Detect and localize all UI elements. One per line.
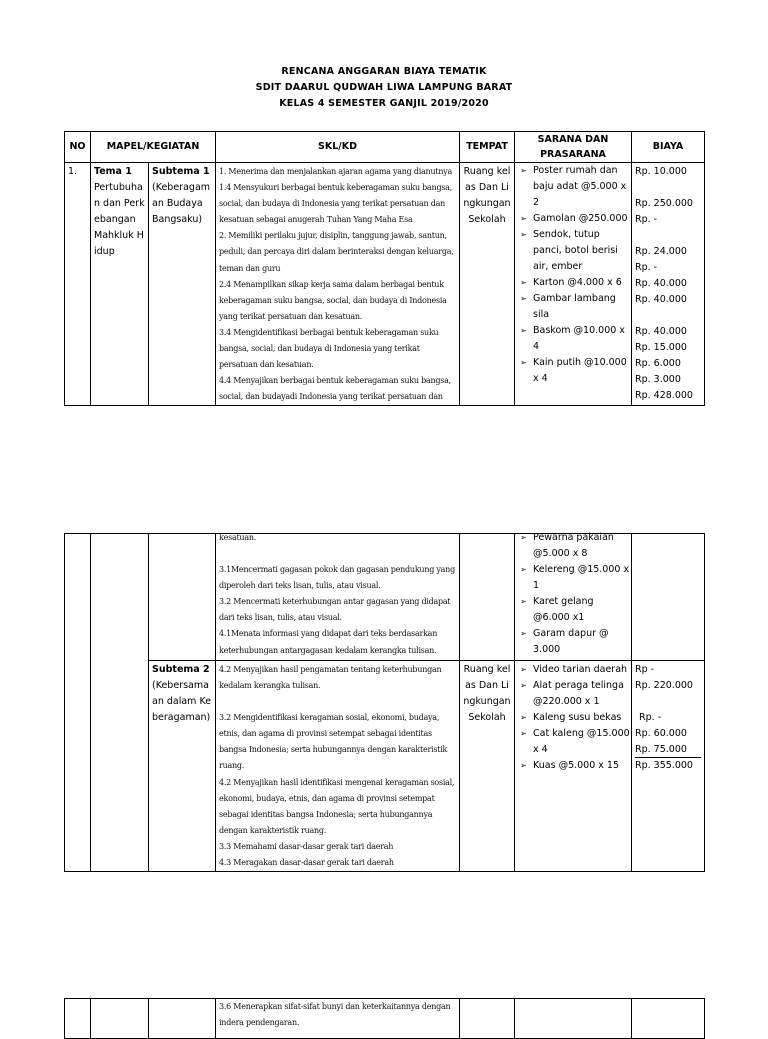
arrow-bullet-icon: ➢ xyxy=(520,713,527,722)
skl-item: 1.4 Mensyukuri berbagai bentuk keberagaman suku bangsa, social, dan budaya di Indonesia yang terikat persatuan dan kesatuan sebagai anugerah Tuhan Yang Maha Esa xyxy=(219,183,452,225)
arrow-bullet-icon: ➢ xyxy=(520,278,527,287)
arrow-bullet-icon: ➢ xyxy=(520,533,527,542)
arrow-bullet-icon: ➢ xyxy=(520,358,527,367)
biaya-value: Rp. 40.000 xyxy=(635,326,687,337)
list-item: ➢ Karton @4.000 x 6 xyxy=(518,275,631,291)
skl-item: 3.6 Menerapkan sifat-sifat bunyi dan keterkaitannya dengan indera pendengaran. xyxy=(219,1002,451,1028)
list-item: ➢ Gambar lambang sila xyxy=(520,293,616,320)
col-header-biaya: BIAYA xyxy=(632,132,705,163)
biaya-value: Rp. 40.000 xyxy=(635,278,687,289)
arrow-bullet-icon: ➢ xyxy=(520,681,527,690)
list-item: ➢ Pewarna pakaian @5.000 x 8 xyxy=(520,532,614,559)
skl-cell xyxy=(216,534,460,661)
biaya-total: Rp. 355.000 xyxy=(635,760,693,771)
biaya-value: Rp. - xyxy=(635,214,658,225)
tema-desc: Pertubuhan dan Perkebangan Mahkluk Hidup xyxy=(94,182,145,257)
tempat-cell: Ruang kelas Dan Lingkungan Sekolah xyxy=(460,661,515,872)
biaya-cell xyxy=(632,661,705,872)
skl-item: 3.3 Memahami dasar-dasar gerak tari daerah xyxy=(219,841,394,851)
col-header-tempat: TEMPAT xyxy=(460,132,515,163)
doc-title-line-3: KELAS 4 SEMESTER GANJIL 2019/2020 xyxy=(279,98,489,109)
skl-item: 1. Menerima dan menjalankan ajaran agama yang dianutnya xyxy=(219,167,453,176)
skl-cell xyxy=(216,661,460,872)
biaya-value: Rp. 60.000 xyxy=(635,728,687,739)
biaya-cell xyxy=(632,163,705,406)
arrow-bullet-icon: ➢ xyxy=(520,326,527,335)
sarana-cell xyxy=(515,163,632,406)
biaya-value: Rp - xyxy=(635,664,655,675)
biaya-value xyxy=(635,228,701,244)
arrow-bullet-icon: ➢ xyxy=(520,597,527,606)
biaya-value xyxy=(635,180,701,196)
biaya-value: Rp. 3.000 xyxy=(635,374,681,385)
col-header-sarana: SARANA DAN PRASARANA xyxy=(515,132,632,163)
arrow-bullet-icon: ➢ xyxy=(520,294,527,303)
budget-table-page-2 xyxy=(64,533,705,872)
skl-item: 4.4 Menyajikan berbagai bentuk keberagaman suku bangsa, social, dan budayadi Indonesia yang terikat persatuan dan xyxy=(219,376,451,402)
tempat-cell: Ruang kelas Dan Lingkungan Sekolah xyxy=(460,163,515,406)
biaya-value: Rp. 428.000 xyxy=(635,390,693,401)
subtema-desc: (Keberagaman Budaya Bangsaku) xyxy=(152,182,211,225)
subtema-cell xyxy=(149,999,216,1039)
row-number: 1. xyxy=(65,163,91,406)
skl-item: 2. Memiliki perilaku jujur, disiplin, tanggung jawab, santun, peduli, dan percaya diri dalam berinteraksi dengan keluarga, teman dan guru xyxy=(219,231,454,273)
list-item: ➢ Video tarian daerah xyxy=(518,662,631,678)
biaya-value: Rp. - xyxy=(639,712,662,723)
skl-item: 2.4 Menampilkan sikap kerja sama dalam berbagai bentuk keberagaman suku bangsa, social, dan budaya di Indonesia yang terikat persatuan dan kesatuan. xyxy=(219,279,447,321)
biaya-value: Rp. 6.000 xyxy=(635,358,681,369)
skl-item: 3.2 Mencermati keterhubungan antar gagasan yang didapat dari teks lisan, tulis, atau visual. xyxy=(219,597,451,623)
row-number xyxy=(65,999,91,1039)
col-header-skl: SKL/KD xyxy=(216,132,460,163)
arrow-bullet-icon: ➢ xyxy=(520,665,527,674)
list-item: ➢ Garam dapur @ 3.000 xyxy=(520,628,609,655)
list-item: ➢ Poster rumah dan baju adat @5.000 x 2 xyxy=(520,165,627,208)
col-header-mapel: MAPEL/KEGIATAN xyxy=(91,132,216,163)
arrow-bullet-icon: ➢ xyxy=(520,166,527,175)
biaya-value: Rp. 220.000 xyxy=(635,680,693,691)
list-item: ➢ Gamolan @250.000 xyxy=(518,211,631,227)
subtema-cell xyxy=(149,163,216,406)
skl-spacer xyxy=(219,694,456,710)
tema-cell xyxy=(91,999,149,1039)
sarana-list xyxy=(515,530,631,658)
row-number xyxy=(65,534,91,872)
biaya-value: Rp. 15.000 xyxy=(635,342,687,353)
table-row xyxy=(65,163,705,406)
skl-item: 4.3 Meragakan dasar-dasar gerak tari daerah xyxy=(219,858,394,868)
biaya-value: Rp. 10.000 xyxy=(635,166,687,177)
arrow-bullet-icon: ➢ xyxy=(520,729,527,738)
arrow-bullet-icon: ➢ xyxy=(520,629,527,638)
subtema-desc: (Kebersamaan dalam Keberagaman) xyxy=(152,680,212,723)
list-item: ➢ Kaleng susu bekas xyxy=(518,710,631,726)
skl-item: 4.2 Menyajikan hasil identifikasi mengenai keragaman sosial, ekonomi, budaya, etnis, dan agama di provinsi setempat sebagai identitas bangsa Indonesia; serta hubungannya dengan karakteristik ruang. xyxy=(219,777,455,835)
table-row xyxy=(65,534,705,661)
budget-table-page-1 xyxy=(64,131,705,406)
biaya-value: Rp. - xyxy=(635,262,658,273)
tema-cell xyxy=(91,534,149,872)
subtema-cell xyxy=(149,661,216,872)
budget-table-page-3 xyxy=(64,998,705,1039)
skl-item: 3.4 Mengidentifikasi berbagai bentuk keberagaman suku bangsa, social, dan budaya di Indonesia yang terikat persatuan dan kesatuan. xyxy=(219,327,439,370)
arrow-bullet-icon: ➢ xyxy=(520,565,527,574)
arrow-bullet-icon: ➢ xyxy=(520,761,527,770)
sarana-cell xyxy=(515,661,632,872)
doc-title-line-2: SDIT DAARUL QUDWAH LIWA LAMPUNG BARAT xyxy=(255,82,513,93)
list-item: ➢ Karet gelang @6.000 x1 xyxy=(520,596,594,623)
biaya-value: Rp. 40.000 xyxy=(635,294,687,305)
arrow-bullet-icon: ➢ xyxy=(520,230,527,239)
biaya-value xyxy=(635,694,701,710)
list-item: ➢ Kelereng @15.000 x 1 xyxy=(520,564,630,591)
skl-item: 4.1Menata informasi yang didapat dari teks berdasarkan keterhubungan antargagasan kedalam kerangka tulisan. xyxy=(219,629,438,655)
tema-cell xyxy=(91,163,149,406)
table-header-row xyxy=(65,132,705,163)
sarana-list xyxy=(515,163,631,387)
sarana-cell xyxy=(515,534,632,661)
subtema-title: Subtema 1 xyxy=(152,166,210,177)
list-item: ➢ Sendok, tutup panci, botol berisi air, ember xyxy=(520,229,618,272)
skl-cell xyxy=(216,999,460,1039)
subtema-title: Subtema 2 xyxy=(152,664,210,675)
skl-item: 4.2 Menyajikan hasil pengamatan tentang keterhubungan kedalam kerangka tulisan. xyxy=(219,665,442,691)
col-header-no: NO xyxy=(65,132,91,163)
sarana-list xyxy=(515,662,631,774)
table-row xyxy=(65,999,705,1039)
biaya-value: Rp. 24.000 xyxy=(635,246,687,257)
biaya-value: Rp. 250.000 xyxy=(635,198,693,209)
biaya-value: Rp. 75.000 xyxy=(635,742,701,758)
list-item: ➢ Baskom @10.000 x 4 xyxy=(520,325,625,352)
arrow-bullet-icon: ➢ xyxy=(520,214,527,223)
doc-title-line-1: RENCANA ANGGARAN BIAYA TEMATIK xyxy=(281,66,487,77)
skl-cell xyxy=(216,163,460,406)
skl-item: 3.2 Mengidentifikasi keragaman sosial, ekonomi, budaya, etnis, dan agama di provinsi setempat sebagai identitas bangsa Indonesia; serta hubungannya dengan karakteristik ruang. xyxy=(219,713,448,771)
tempat-cell xyxy=(460,999,515,1039)
skl-spacer xyxy=(219,546,456,562)
biaya-cell xyxy=(632,534,705,661)
list-item: ➢ Kuas @5.000 x 15 xyxy=(518,758,631,774)
list-item: ➢ Alat peraga telinga @220.000 x 1 xyxy=(520,680,624,707)
skl-item: 3.1Mencermati gagasan pokok dan gagasan pendukung yang diperoleh dari teks lisan, tulis, atau visual. xyxy=(219,565,455,591)
biaya-value xyxy=(635,308,701,324)
biaya-cell xyxy=(632,999,705,1039)
skl-item: kesatuan. xyxy=(219,533,257,542)
sarana-cell xyxy=(515,999,632,1039)
list-item: ➢ Kain putih @10.000 x 4 xyxy=(520,357,627,384)
tema-title: Tema 1 xyxy=(94,166,132,177)
subtema-cell xyxy=(149,534,216,661)
list-item: ➢ Cat kaleng @15.000 x 4 xyxy=(520,728,630,755)
table-row xyxy=(65,661,705,872)
tempat-cell xyxy=(460,534,515,661)
